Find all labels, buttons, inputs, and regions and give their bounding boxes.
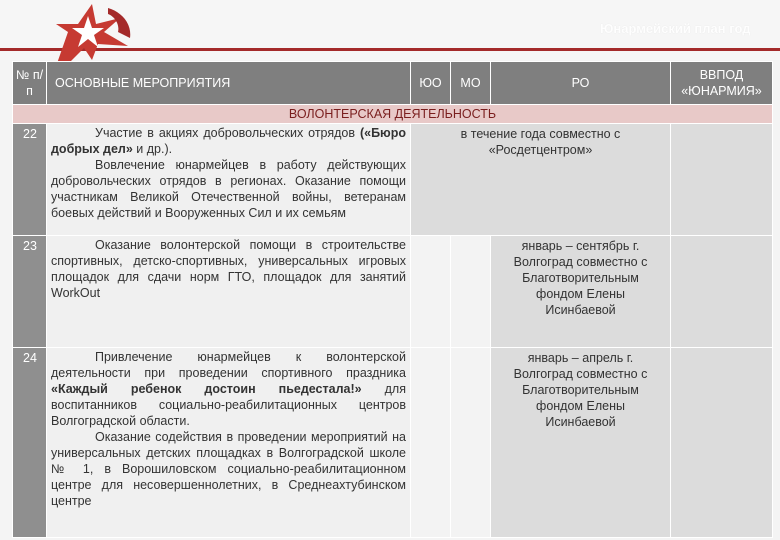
row-vvpod <box>671 348 773 538</box>
col-header-main: ОСНОВНЫЕ МЕРОПРИЯТИЯ <box>47 62 411 105</box>
row-ro <box>491 236 671 348</box>
desc-bold: «Каждый ребенок достоин пьедестала!» <box>51 382 362 396</box>
row-number: 23 <box>13 236 47 348</box>
desc-text: Участие в акциях добровольческих отрядов <box>95 126 360 140</box>
events-table <box>12 61 773 538</box>
desc-text: для воспитанников социально-реабилитационных центров Волгоградской области. <box>51 382 406 428</box>
row-number: 22 <box>13 124 47 236</box>
desc-text: Оказание содействия в проведении мероприятий на универсальных детских площадках в Волгоградской школе № 1, в Ворошиловском социально-реабилитационном центре для несовершеннолетних, в Среднеахтубинском центре <box>51 430 406 508</box>
row-ro <box>491 348 671 538</box>
header-title: Юнармейский план год <box>600 21 751 36</box>
desc-text: Вовлечение юнармейцев в работу действующих добровольческих отрядов в регионах. Оказание помощи участникам Великой Отечественной войны, ветеранам боевых действий и Вооруженных Сил и их семьям <box>51 158 406 220</box>
col-header-vvpod: ВВПОД «ЮНАРМИЯ» <box>671 62 773 105</box>
ro-text: январь – апрель г. Волгоград совместно с Благотворительным фондом Елены Исинбаевой <box>513 351 648 429</box>
row-mo <box>451 348 491 538</box>
col-header-yuo: ЮО <box>411 62 451 105</box>
row-description <box>47 236 411 348</box>
table-row <box>13 236 773 348</box>
table-row <box>13 124 773 236</box>
row-vvpod <box>671 124 773 236</box>
row-description <box>47 124 411 236</box>
col-header-ro: РО <box>491 62 671 105</box>
row-vvpod <box>671 236 773 348</box>
table-header-row <box>13 62 773 105</box>
desc-text: Оказание волонтерской помощи в строительстве спортивных, детско-спортивных, универсальных игровых площадок для сдачи норм ГТО, площадок для занятий WorkOut <box>51 238 406 300</box>
row-yuo <box>411 236 451 348</box>
col-header-num: № п/п <box>13 62 47 105</box>
col-header-mo: МО <box>451 62 491 105</box>
section-title: ВОЛОНТЕРСКАЯ ДЕЯТЕЛЬНОСТЬ <box>13 105 773 124</box>
desc-text: и др.). <box>132 142 173 156</box>
section-row <box>13 105 773 124</box>
table-row <box>13 348 773 538</box>
desc-text: Привлечение юнармейцев к волонтерской деятельности при проведении спортивного праздника <box>51 350 406 380</box>
row-description <box>47 348 411 538</box>
ro-text: в течение года совместно с «Росдетцентром» <box>460 127 621 157</box>
ro-text: январь – сентябрь г. Волгоград совместно с Благотворительным фондом Елены Исинбаевой <box>513 239 648 317</box>
desc-bold: («Бюро добрых дел» <box>51 126 406 156</box>
row-number: 24 <box>13 348 47 538</box>
row-ro <box>411 124 671 236</box>
row-yuo <box>411 348 451 538</box>
row-mo <box>451 236 491 348</box>
